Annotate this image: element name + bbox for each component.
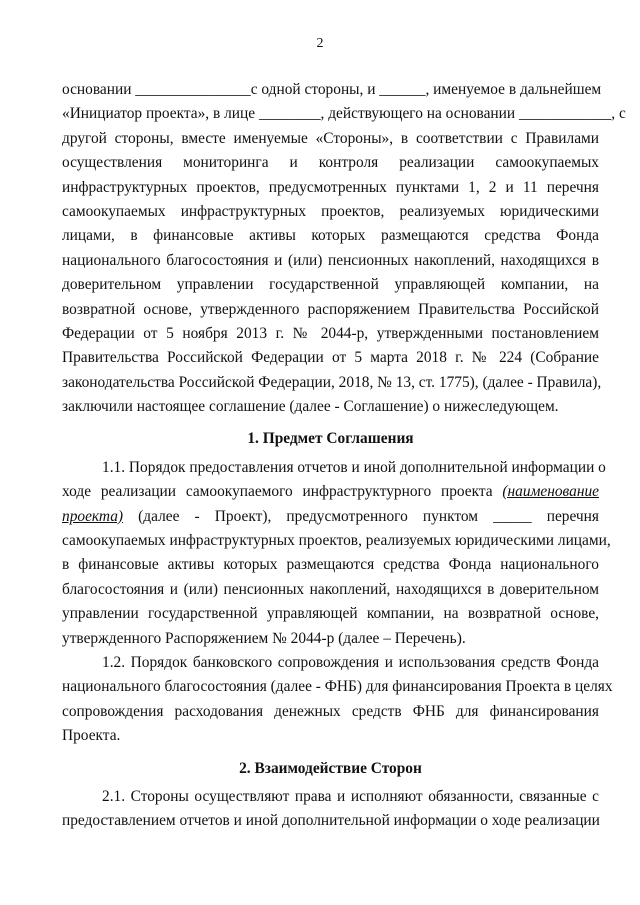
text-line: Федерации от 5 ноября 2013 г. № 2044-р, утвержденными постановлением xyxy=(62,324,599,342)
page-number: 2 xyxy=(316,36,324,51)
text-line: 1.1. Порядок предоставления отчетов и иной дополнительной информации о xyxy=(102,458,606,476)
text-line: национального благосостояния (далее - ФНБ) для финансирования Проекта в целях xyxy=(62,678,613,696)
text-line: другой стороны, вместе именуемые «Стороны», в соответствии с Правилами xyxy=(62,129,599,147)
paragraph-2-1 xyxy=(62,785,599,834)
text-line: Проекта. xyxy=(62,727,121,745)
section-heading-2: 2. Взаимодействие Сторон xyxy=(239,759,422,777)
text-line: 2.1. Стороны осуществляют права и исполняют обязанности, связанные с xyxy=(102,787,599,805)
text-line: возвратной основе, утвержденного распоряжением Правительства Российской xyxy=(62,300,599,318)
text-line: законодательства Российской Федерации, 2018, № 13, ст. 1775), (далее - Правила), xyxy=(62,373,602,391)
section-heading-1: 1. Предмет Соглашения xyxy=(247,430,414,448)
text-line: утвержденного Распоряжением № 2044-р (далее – Перечень). xyxy=(62,629,466,647)
text-line xyxy=(62,480,599,504)
document-body xyxy=(62,78,626,834)
text-line: Правительства Российской Федерации от 5 марта 2018 г. № 224 (Собрание xyxy=(62,349,599,367)
text-line: предоставлением отчетов и иной дополнительной информации о ходе реализации xyxy=(62,812,600,830)
project-name-placeholder: (наименование xyxy=(502,483,599,501)
text-line: самоокупаемых инфраструктурных проектов, реализуемых юридическими лицами, xyxy=(62,532,611,550)
text-line: основании _______________с одной стороны, и ______, именуемое в дальнейшем xyxy=(62,81,602,98)
text-line: заключили настоящее соглашение (далее - Соглашение) о нижеследующем. xyxy=(62,398,559,416)
text-line: лицами, в финансовые активы которых размещаются средства Фонда xyxy=(62,227,599,245)
text-line: благосостояния и (или) пенсионных накоплений, находящихся в доверительном xyxy=(62,580,599,598)
project-name-placeholder: проекта) xyxy=(62,507,124,525)
paragraph-1-2 xyxy=(62,651,613,749)
text-line: самоокупаемых инфраструктурных проектов, реализуемых юридическими xyxy=(62,202,599,220)
text-line xyxy=(62,505,599,529)
text-line: национального благосостояния и (или) пенсионных накоплений, находящихся в xyxy=(62,251,599,269)
text-line: управлении государственной управляющей компании, на возвратной основе, xyxy=(62,605,599,623)
paragraph-1-1 xyxy=(62,456,611,651)
text-line: в финансовые активы которых размещаются средства Фонда национального xyxy=(62,556,599,574)
text-line: «Инициатор проекта», в лице ________, действующего на основании ____________, с xyxy=(62,105,626,123)
text-fragment: (далее - Проект), предусмотренного пунктом _____ перечня xyxy=(123,507,599,525)
text-fragment: ходе реализации самоокупаемого инфраструктурного проекта xyxy=(62,483,503,501)
text-line: сопровождения расходования денежных средств ФНБ для финансирования xyxy=(62,702,599,720)
intro-paragraph xyxy=(62,78,626,419)
text-line: инфраструктурных проектов, предусмотренных пунктами 1, 2 и 11 перечня xyxy=(62,178,599,196)
text-line: 1.2. Порядок банковского сопровождения и использования средств Фонда xyxy=(102,653,599,671)
text-line: доверительном управлении государственной управляющей компании, на xyxy=(62,276,599,294)
text-line: осуществления мониторинга и контроля реализации самоокупаемых xyxy=(62,154,599,172)
